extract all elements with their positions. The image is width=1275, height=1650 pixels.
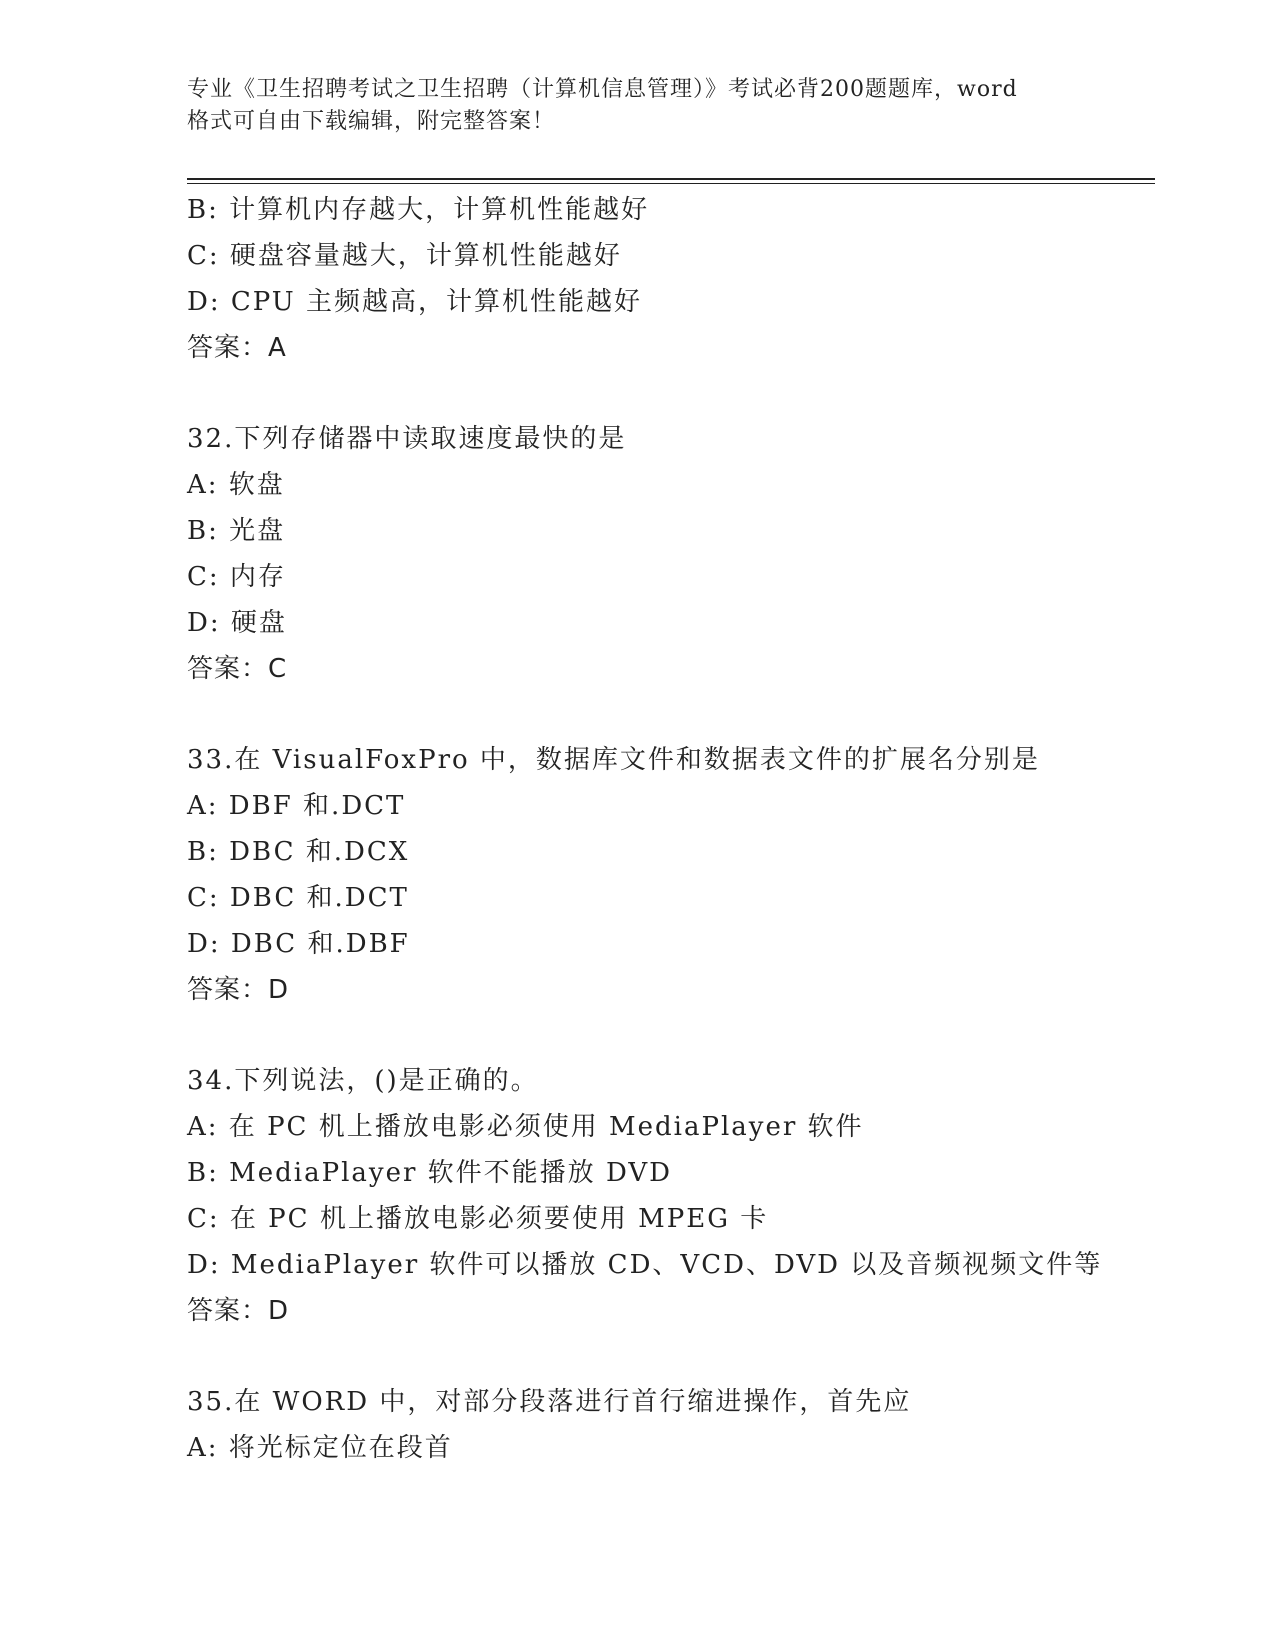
option-b: B: 光盘 <box>187 516 286 546</box>
header-divider-thick <box>187 178 1155 180</box>
option-b: B: 计算机内存越大，计算机性能越好 <box>187 195 650 225</box>
question-text: 35.在 WORD 中，对部分段落进行首行缩进操作，首先应 <box>187 1387 912 1417</box>
document-header <box>187 74 1107 138</box>
answer: 答案：D <box>187 1296 290 1326</box>
option-c: C: 在 PC 机上播放电影必须要使用 MPEG 卡 <box>187 1204 769 1234</box>
header-line-1: 专业《卫生招聘考试之卫生招聘（计算机信息管理）》考试必背200题题库，word <box>187 77 1018 102</box>
option-c: C: 内存 <box>187 562 286 592</box>
spacer <box>187 692 1147 737</box>
question-text: 34.下列说法，()是正确的。 <box>187 1066 539 1096</box>
option-d: D: MediaPlayer 软件可以播放 CD、VCD、DVD 以及音频视频文件等 <box>187 1250 1103 1280</box>
question-35 <box>187 1379 1147 1471</box>
spacer <box>187 1013 1147 1058</box>
option-a: A: 软盘 <box>187 470 285 500</box>
question-32 <box>187 416 1147 692</box>
option-a: A: DBF 和.DCT <box>187 791 406 821</box>
header-line-2: 格式可自由下载编辑，附完整答案！ <box>187 109 556 134</box>
option-a: A: 在 PC 机上播放电影必须使用 MediaPlayer 软件 <box>187 1112 864 1142</box>
option-b: B: MediaPlayer 软件不能播放 DVD <box>187 1158 672 1188</box>
question-33 <box>187 737 1147 1013</box>
option-c: C: DBC 和.DCT <box>187 883 409 913</box>
question-31-continued <box>187 187 1147 371</box>
question-list <box>187 187 1147 1471</box>
option-d: D: CPU 主频越高，计算机性能越好 <box>187 287 642 317</box>
spacer <box>187 371 1147 416</box>
answer: 答案：D <box>187 975 290 1005</box>
question-text: 32.下列存储器中读取速度最快的是 <box>187 424 627 454</box>
header-divider-thin <box>187 183 1155 184</box>
answer: 答案：C <box>187 654 288 684</box>
option-a: A: 将光标定位在段首 <box>187 1433 453 1463</box>
answer: 答案：A <box>187 333 287 363</box>
question-34 <box>187 1058 1147 1334</box>
option-c: C: 硬盘容量越大，计算机性能越好 <box>187 241 622 271</box>
option-b: B: DBC 和.DCX <box>187 837 410 867</box>
option-d: D: DBC 和.DBF <box>187 929 410 959</box>
question-text: 33.在 VisualFoxPro 中，数据库文件和数据表文件的扩展名分别是 <box>187 745 1040 775</box>
spacer <box>187 1334 1147 1379</box>
option-d: D: 硬盘 <box>187 608 287 638</box>
